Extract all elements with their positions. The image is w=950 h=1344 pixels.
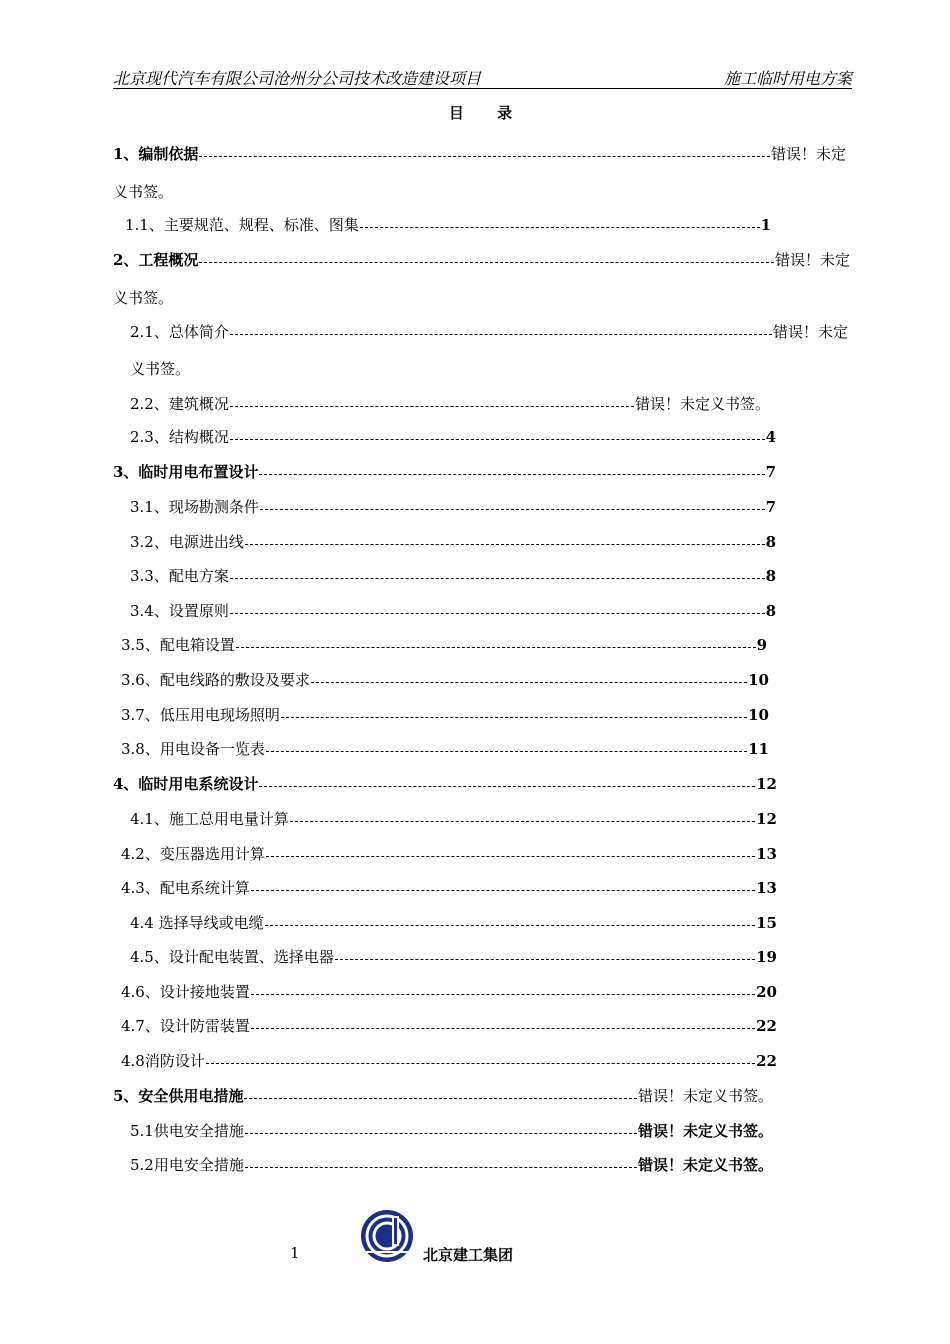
toc-entry-page: 8 xyxy=(765,567,776,585)
toc-entry-page: 22 xyxy=(756,1017,777,1035)
company-logo-icon xyxy=(358,1208,416,1264)
toc-entry-label: 3.8、用电设备一览表 xyxy=(121,740,265,758)
toc-leader xyxy=(335,959,755,960)
toc-entry-label: 4.4 选择导线或电缆 xyxy=(130,914,264,932)
toc-leader xyxy=(230,613,765,614)
toc-entry-label: 1.1、主要规范、规程、标准、图集 xyxy=(125,216,359,234)
toc-entry[interactable] xyxy=(121,980,777,1004)
toc-entry[interactable] xyxy=(113,460,776,484)
toc-entry-page: 9 xyxy=(756,636,767,654)
toc-entry-page: 错误！未定 xyxy=(772,323,848,341)
toc-entry-page: 15 xyxy=(756,914,777,932)
footer-company-name: 北京建工集团 xyxy=(423,1246,514,1264)
toc-leader xyxy=(251,994,755,995)
toc-entry-page: 20 xyxy=(756,983,777,1001)
toc-entry-page: 10 xyxy=(748,706,769,724)
toc-leader xyxy=(236,647,756,648)
toc-leader xyxy=(265,925,756,926)
toc-entry-label: 5、安全供用电措施 xyxy=(113,1087,244,1105)
toc-entry-page: 错误！未定 xyxy=(774,251,850,269)
toc-entry-page: 1 xyxy=(760,216,771,234)
header-document-title: 施工临时用电方案 xyxy=(723,69,852,88)
toc-entry[interactable] xyxy=(113,1084,773,1108)
toc-entry-continuation: 义书签。 xyxy=(113,289,174,307)
toc-entry-continuation: 义书签。 xyxy=(130,360,191,378)
toc-entry-page: 22 xyxy=(756,1052,777,1070)
toc-entry[interactable] xyxy=(130,425,776,449)
toc-entry-label: 3、临时用电布置设计 xyxy=(113,463,259,481)
toc-leader xyxy=(206,1063,755,1064)
toc-entry[interactable] xyxy=(113,772,777,796)
toc-leader xyxy=(259,786,755,787)
toc-entry[interactable] xyxy=(121,668,769,692)
toc-entry-page: 错误！未定义书签。 xyxy=(634,395,770,413)
toc-leader xyxy=(266,751,747,752)
toc-leader xyxy=(245,544,765,545)
toc-entry-page: 7 xyxy=(765,498,776,516)
toc-entry[interactable] xyxy=(113,248,850,272)
toc-entry-label: 3.4、设置原则 xyxy=(130,602,229,620)
toc-leader xyxy=(230,439,765,440)
toc-entry-label: 4.7、设计防雷装置 xyxy=(121,1017,250,1035)
header-project-title: 北京现代汽车有限公司沧州分公司技术改造建设项目 xyxy=(113,69,482,88)
toc-entry-page: 12 xyxy=(756,775,777,793)
toc-leader xyxy=(199,262,774,263)
toc-leader xyxy=(266,856,755,857)
toc-entry-label: 4、临时用电系统设计 xyxy=(113,775,259,793)
toc-entry-label: 3.1、现场勘测条件 xyxy=(130,498,259,516)
toc-entry[interactable] xyxy=(130,911,777,935)
toc-leader xyxy=(245,1133,637,1134)
toc-leader xyxy=(251,890,755,891)
toc-leader xyxy=(259,474,764,475)
toc-entry-label: 4.1、施工总用电量计算 xyxy=(130,810,289,828)
toc-leader xyxy=(281,717,747,718)
toc-entry-label: 3.5、配电箱设置 xyxy=(121,636,235,654)
toc-entry-label: 3.6、配电线路的敷设及要求 xyxy=(121,671,310,689)
toc-entry-label: 4.2、变压器选用计算 xyxy=(121,845,265,863)
toc-leader xyxy=(230,406,634,407)
toc-entry-label: 5.2用电安全措施 xyxy=(130,1156,244,1174)
toc-entry-label: 5.1供电安全措施 xyxy=(130,1122,244,1140)
toc-entry-page: 错误！未定 xyxy=(770,145,846,163)
toc-entry[interactable] xyxy=(130,320,848,344)
toc-leader xyxy=(360,227,760,228)
toc-entry-page: 13 xyxy=(756,845,777,863)
toc-entry[interactable] xyxy=(121,737,769,761)
toc-entry-page: 错误！未定义书签。 xyxy=(637,1156,773,1174)
toc-entry-page: 错误！未定义书签。 xyxy=(637,1087,773,1105)
toc-leader xyxy=(199,156,770,157)
toc-entry[interactable] xyxy=(121,703,769,727)
toc-title: 目 录 xyxy=(448,104,527,122)
toc-entry-page: 10 xyxy=(748,671,769,689)
toc-entry[interactable] xyxy=(130,945,777,969)
toc-leader xyxy=(245,1167,637,1168)
toc-entry-label: 3.2、电源进出线 xyxy=(130,533,244,551)
toc-entry[interactable] xyxy=(121,876,777,900)
toc-entry-page: 8 xyxy=(765,602,776,620)
toc-entry-label: 3.3、配电方案 xyxy=(130,567,229,585)
toc-entry[interactable] xyxy=(130,495,776,519)
toc-entry-label: 4.6、设计接地装置 xyxy=(121,983,250,1001)
toc-entry[interactable] xyxy=(125,213,771,237)
toc-entry-label: 4.8消防设计 xyxy=(121,1052,205,1070)
toc-entry[interactable] xyxy=(130,530,776,554)
toc-leader xyxy=(290,821,755,822)
toc-leader xyxy=(230,334,772,335)
page-header xyxy=(113,66,852,89)
toc-entry-page: 19 xyxy=(756,948,777,966)
toc-entry[interactable] xyxy=(130,807,777,831)
toc-leader xyxy=(260,509,765,510)
toc-leader xyxy=(244,1098,637,1099)
toc-leader xyxy=(311,682,747,683)
toc-entry[interactable] xyxy=(121,633,767,657)
footer-page-number: 1 xyxy=(290,1244,300,1262)
toc-entry-page: 7 xyxy=(765,463,776,481)
toc-entry-page: 13 xyxy=(756,879,777,897)
toc-entry-page: 4 xyxy=(765,428,776,446)
toc-entry[interactable] xyxy=(130,599,776,623)
toc-leader xyxy=(251,1028,755,1029)
toc-entry[interactable] xyxy=(121,1049,777,1073)
toc-entry[interactable] xyxy=(130,564,776,588)
toc-entry-label: 2.3、结构概况 xyxy=(130,428,229,446)
toc-entry-page: 错误！未定义书签。 xyxy=(637,1122,773,1140)
toc-leader xyxy=(230,578,765,579)
toc-entry-label: 1、编制依据 xyxy=(113,145,199,163)
toc-entry[interactable] xyxy=(130,392,770,416)
toc-entry[interactable] xyxy=(130,1119,773,1143)
toc-entry[interactable] xyxy=(121,842,777,866)
toc-entry[interactable] xyxy=(113,142,846,166)
toc-entry[interactable] xyxy=(121,1014,777,1038)
toc-entry-page: 11 xyxy=(748,740,769,758)
toc-entry-continuation: 义书签。 xyxy=(113,183,174,201)
toc-entry-page: 8 xyxy=(765,533,776,551)
toc-entry-page: 12 xyxy=(756,810,777,828)
toc-entry-label: 2.1、总体简介 xyxy=(130,323,229,341)
toc-entry[interactable] xyxy=(130,1153,773,1177)
toc-entry-label: 3.7、低压用电现场照明 xyxy=(121,706,280,724)
toc-entry-label: 2、工程概况 xyxy=(113,251,199,269)
toc-entry-label: 2.2、建筑概况 xyxy=(130,395,229,413)
toc-entry-label: 4.3、配电系统计算 xyxy=(121,879,250,897)
toc-entry-label: 4.5、设计配电装置、选择电器 xyxy=(130,948,334,966)
